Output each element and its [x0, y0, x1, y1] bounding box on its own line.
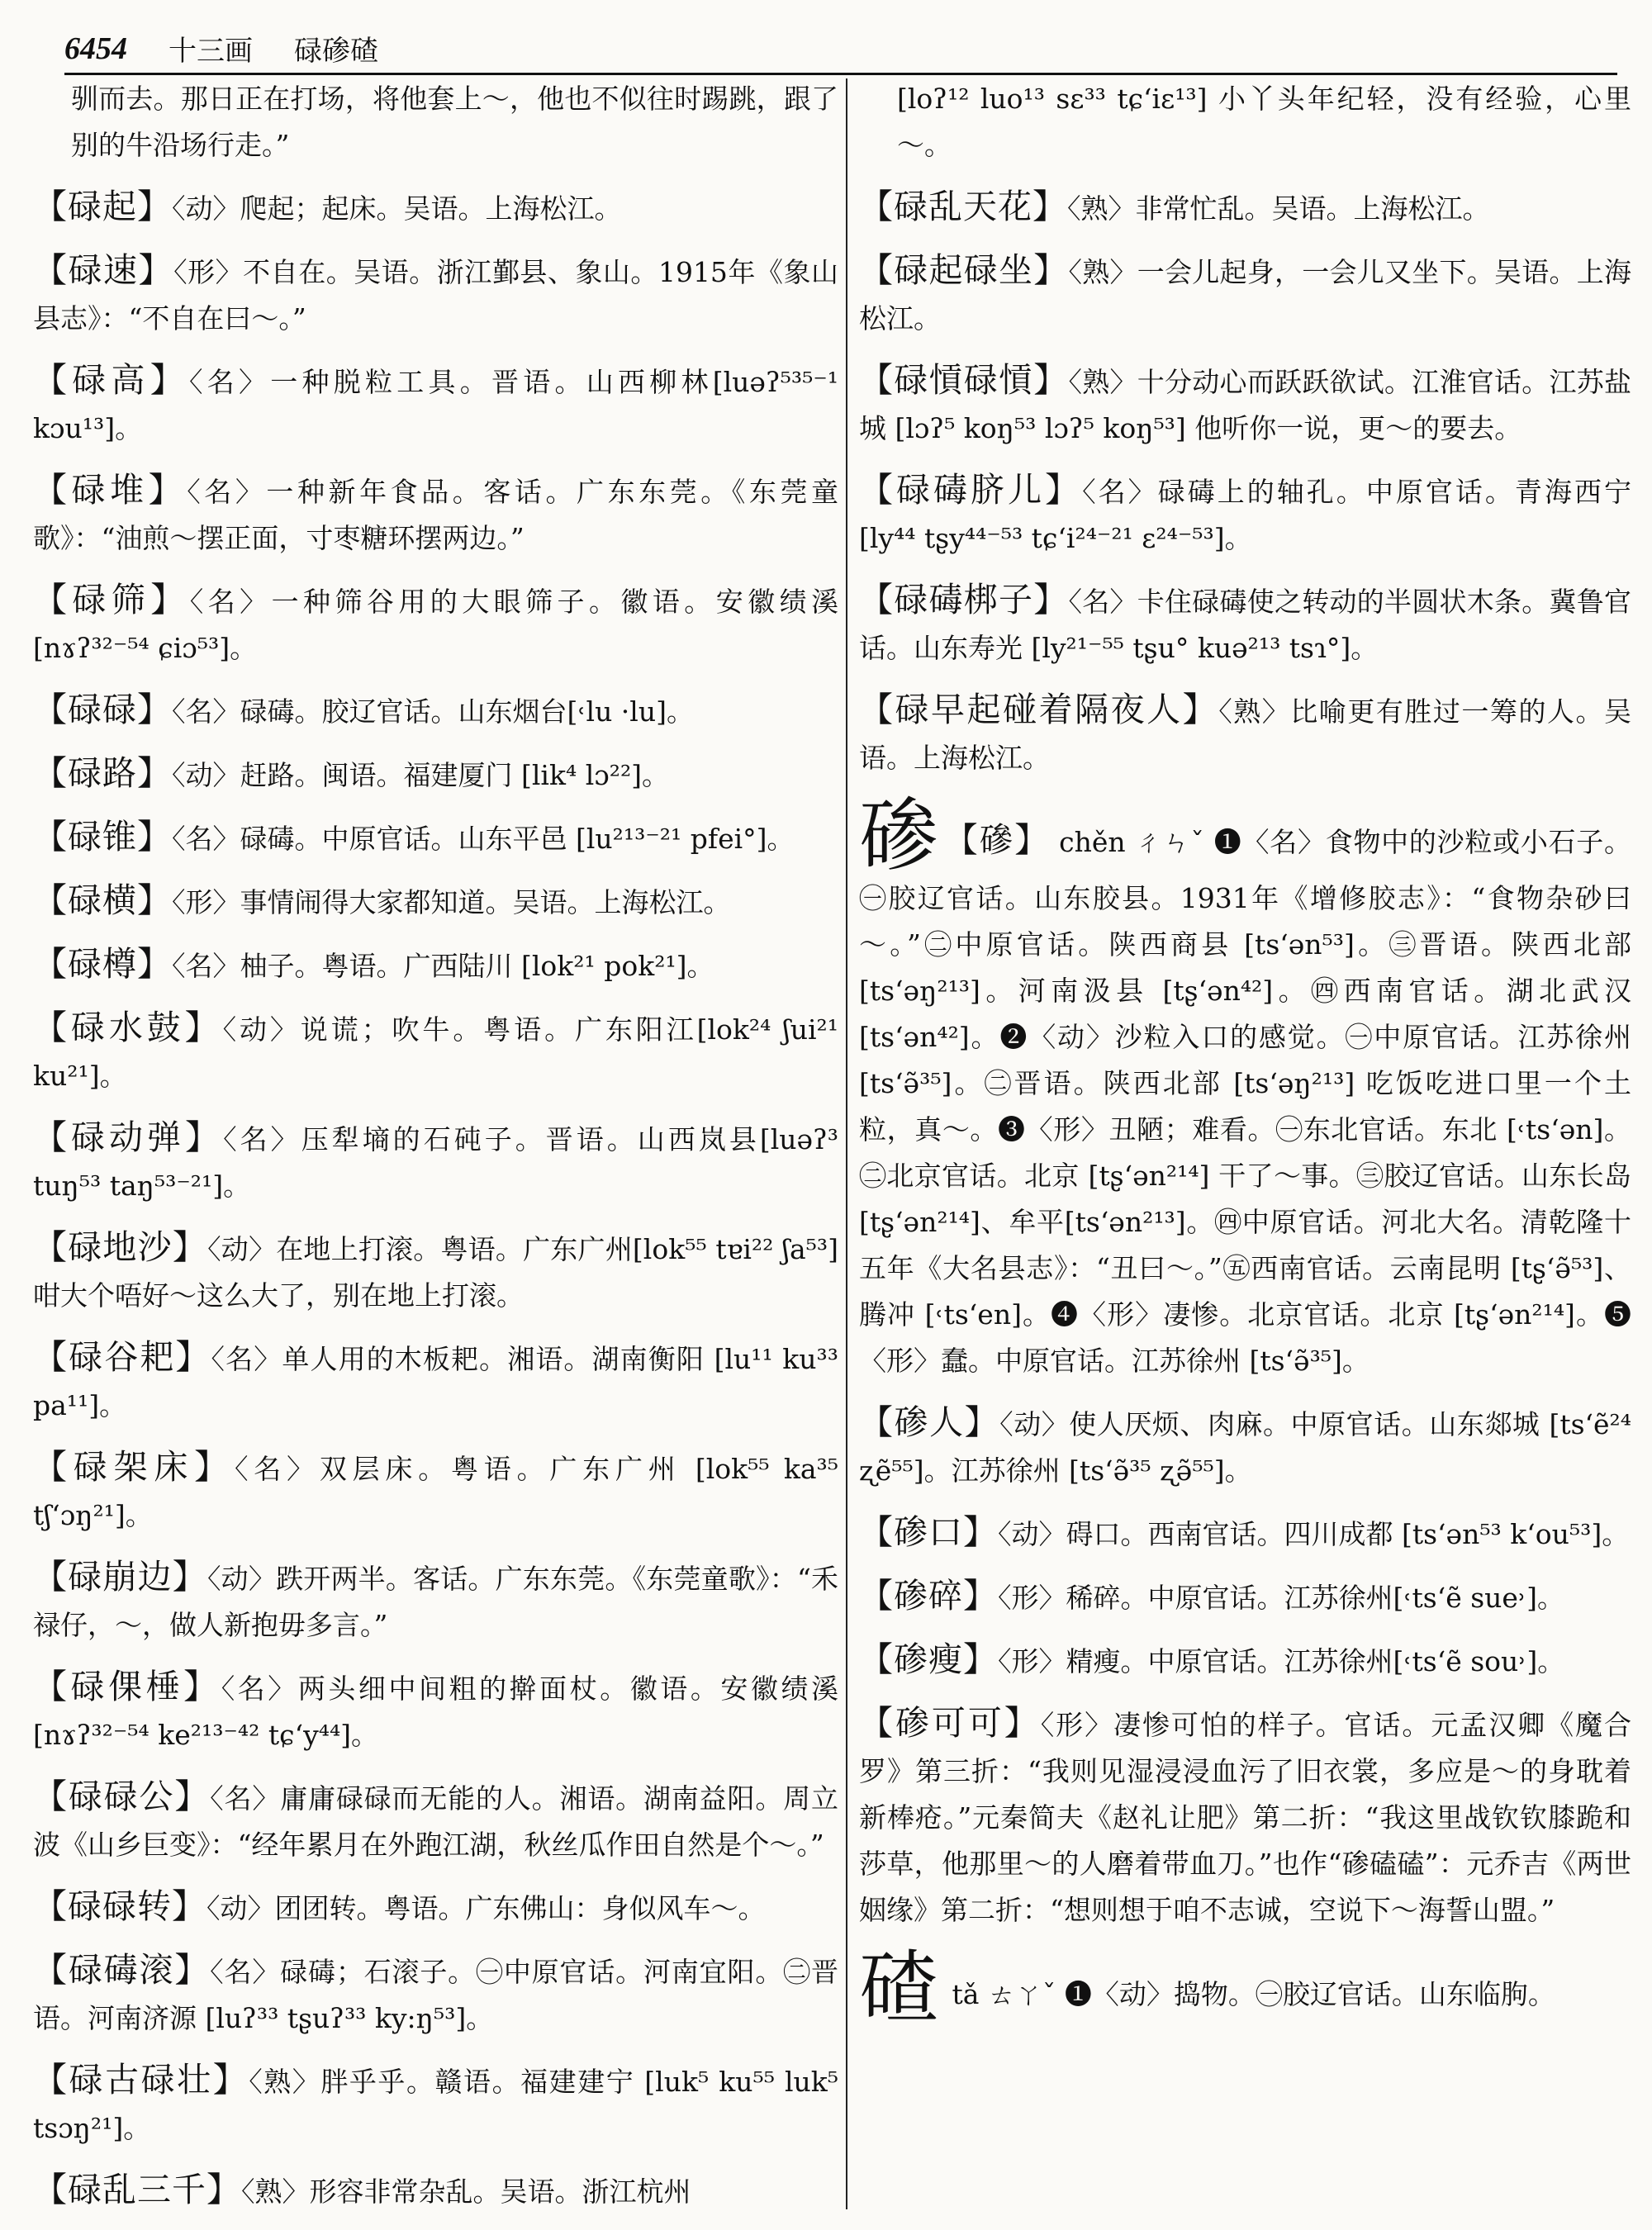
entry: 【碌碌公】〈名〉庸庸碌碌而无能的人。湘语。湖南益阳。周立波《山乡巨变》：“经年累月在外跑江湖，秋丝瓜作田自然是个～。” [33, 1777, 839, 1861]
entry: 【碌横】〈形〉事情闹得大家都知道。吴语。上海松江。 [33, 880, 731, 920]
entry: 【碌碡脐儿】〈名〉碌碡上的轴孔。中原官话。青海西宁 [ly⁴⁴ tʂy⁴⁴⁻⁵³ tɕʻi²⁴⁻²¹ ɛ²⁴⁻⁵³]。 [859, 470, 1631, 554]
entry: 【碌速】〈形〉不自在。吴语。浙江鄞县、象山。1915年《象山县志》：“不自在曰～。” [33, 250, 839, 334]
entry: 【碌碡梆子】〈名〉卡住碌碡使之转动的半圆状木条。冀鲁官话。山东寿光 [ly²¹⁻⁵⁵ tʂu° kuə²¹³ tsɿ°]。 [859, 580, 1631, 664]
entry: 【碜口】〈动〉碍口。西南官话。四川成都 [tsʻən⁵³ kʻou⁵³]。 [859, 1512, 1630, 1552]
entry: 【碌架床】〈名〉双层床。粤语。广东广州 [lok⁵⁵ ka³⁵ tʃʻɔŋ²¹]。 [33, 1447, 839, 1531]
entry: 【碌倮棰】〈名〉两头细中间粗的擀面杖。徽语。安徽绩溪 [nɤʔ³²⁻⁵⁴ ke²¹³⁻⁴² tɕʻy⁴⁴]。 [33, 1667, 839, 1751]
entry-continuation: [loʔ¹² luo¹³ sɛ³³ tɕʻiɛ¹³] 小丫头年纪轻，没有经验，心里～。 [897, 83, 1631, 161]
entry: 【碌愩碌愩】〈熟〉十分动心而跃跃欲试。江淮官话。江苏盐城 [lɔʔ⁵ koŋ⁵³ lɔʔ⁵ koŋ⁵³] 他听你一说，更～的要去。 [859, 360, 1631, 444]
entry: 【碌碌】〈名〉碌碡。胶辽官话。山东烟台[˓lu ·lu]。 [33, 690, 694, 729]
entry: 【碌早起碰着隔夜人】〈熟〉比喻更有胜过一筹的人。吴语。上海松江。 [859, 690, 1632, 774]
entry: 【碌高】〈名〉一种脱粒工具。晋语。山西柳林[luəʔ⁵³⁵⁻¹ kɔu¹³]。 [33, 360, 838, 444]
section-chars: 碌碜碴 [294, 35, 378, 68]
entry: 【碌水鼓】〈动〉说谎；吹牛。粤语。广东阳江[lok²⁴ ʃui²¹ ku²¹]。 [33, 1008, 839, 1092]
entry: 【碌起】〈动〉爬起；起床。吴语。上海松江。 [33, 187, 622, 226]
entry: 【碜可可】〈形〉凄惨可怕的样子。官话。元孟汉卿《魔合罗》第三折：“我则见湿浸浸血污了旧衣裳，多应是～的身耽着新棒疮。”元秦简夫《赵礼让肥》第二折：“我这里战钦钦膝跪和莎草，他那里～的人磨着带血刀。”也作“碜磕磕”：元乔吉《两世姻缘》第二折：“想则想于咱不志诚，空说下～海誓山盟。” [859, 1703, 1632, 1926]
page-number: 6454 [64, 31, 127, 66]
right-column [859, 76, 1631, 2230]
entry: 【碌堆】〈名〉一种新年食品。客话。广东东莞。《东莞童歌》：“油煎～摆正面，寸枣糖环摆两边。” [33, 470, 839, 554]
entry: 【碌锥】〈名〉碌碡。中原官话。山东平邑 [lu²¹³⁻²¹ pfei°]。 [33, 817, 795, 856]
entry-main-char: 碴 tǎ ㄊㄚˇ ❶〈动〉捣物。㊀胶辽官话。山东临朐。 [859, 1942, 1555, 2034]
page-header [64, 18, 1617, 75]
main-character: 碜 [859, 790, 939, 882]
entry: 【碌筛】〈名〉一种筛谷用的大眼筛子。徽语。安徽绩溪[nɤʔ³²⁻⁵⁴ ɕiɔ⁵³]。 [33, 580, 838, 664]
entry: 【碌路】〈动〉赶路。闽语。福建厦门 [lik⁴ lɔ²²]。 [33, 753, 670, 793]
entry: 【碌碡滚】〈名〉碌碡；石滚子。㊀中原官话。河南宜阳。㊁晋语。河南济源 [luʔ³³ tʂuʔ³³ ky:ŋ⁵³]。 [33, 1950, 839, 2034]
entry: 【碜人】〈动〉使人厌烦、肉麻。中原官话。山东郯城 [tsʻẽ²⁴ ʐẽ⁵⁵]。江苏徐州 [tsʻə̃³⁵ ʐə̃⁵⁵]。 [859, 1402, 1631, 1487]
entry: 【碌古碌壮】〈熟〉胖乎乎。赣语。福建建宁 [luk⁵ ku⁵⁵ luk⁵ tsɔŋ²¹]。 [33, 2060, 838, 2144]
entry-main-char: 碜 【磣】 chěn ㄔㄣˇ ❶〈名〉食物中的沙粒或小石子。㊀胶辽官话。山东胶县。1931年《增修胶志》：“食物杂砂曰～。”㊁中原官话。陕西商县 [tsʻən⁵³]。㊂晋语。陕西北部 [tsʻəŋ²¹³]。河南汲县 [tʂʻən⁴²]。㊃西南官话。湖北武汉[tsʻən⁴²]。❷〈动〉沙粒入口的感觉。㊀中原官话。江苏徐州 [tsʻə̃³⁵]。㊁晋语。陕西北部 [tsʻəŋ²¹³] 吃饭吃进口里一个土粒，真～。❸〈形〉丑陋；难看。㊀东北官话。东北 [˓tsʻən]。㊁北京官话。北京 [tʂʻən²¹⁴] 干了～事。㊂胶辽官话。山东长岛 [tʂʻən²¹⁴]、牟平[tsʻən²¹³]。㊃中原官话。河北大名。清乾隆十五年《大名县志》：“丑曰～。”㊄西南官话。云南昆明 [tʂʻə̃⁵³]、腾冲 [˓tsʻen]。❹〈形〉凄惨。北京官话。北京 [tʂʻən²¹⁴]。❺〈形〉蠢。中原官话。江苏徐州 [tsʻə̃³⁵]。 [859, 790, 1632, 1377]
entry: 【碌谷耙】〈名〉单人用的木板耙。湘语。湖南衡阳 [lu¹¹ ku³³ pa¹¹]。 [33, 1337, 839, 1421]
entry: 【碌乱三千】〈熟〉形容非常杂乱。吴语。浙江杭州 [33, 2170, 691, 2209]
left-column [33, 76, 838, 2230]
entry: 【碌地沙】〈动〉在地上打滚。粤语。广东广州[lok⁵⁵ tɐi²² ʃa⁵³] 咁大个唔好～这么大了，别在地上打滚。 [33, 1227, 838, 1312]
entry: 【碌崩边】〈动〉跌开两半。客话。广东东莞。《东莞童歌》：“禾禄仔，～，做人新抱毋多言。” [33, 1557, 839, 1641]
entry: 【碌碌转】〈动〉团团转。粤语。广东佛山：身似风车～。 [33, 1886, 766, 1926]
entry: 【碌乱天花】〈熟〉非常忙乱。吴语。上海松江。 [859, 187, 1490, 226]
section-label: 十三画 [169, 35, 253, 68]
main-character: 碴 [859, 1942, 938, 2034]
entry: 【碜瘦】〈形〉精瘦。中原官话。江苏徐州[˓tsʻẽ sou˒]。 [859, 1639, 1565, 1679]
entry: 【碌樽】〈名〉柚子。粤语。广西陆川 [lok²¹ pok²¹]。 [33, 944, 714, 984]
entry: 【碌动弹】〈名〉压犁墒的石砘子。晋语。山西岚县[luəʔ³ tuŋ⁵³ taŋ⁵³⁻²¹]。 [33, 1117, 838, 1202]
column-divider [846, 78, 847, 2209]
entry-continuation: 驯而去。那日正在打场，将他套上～，他也不似往时踢跳，跟了别的牛沿场行走。” [71, 83, 838, 161]
entry: 【碜碎】〈形〉稀碎。中原官话。江苏徐州[˓tsʻẽ sue˒]。 [859, 1576, 1564, 1616]
entry: 【碌起碌坐】〈熟〉一会儿起身，一会儿又坐下。吴语。上海松江。 [859, 250, 1631, 334]
